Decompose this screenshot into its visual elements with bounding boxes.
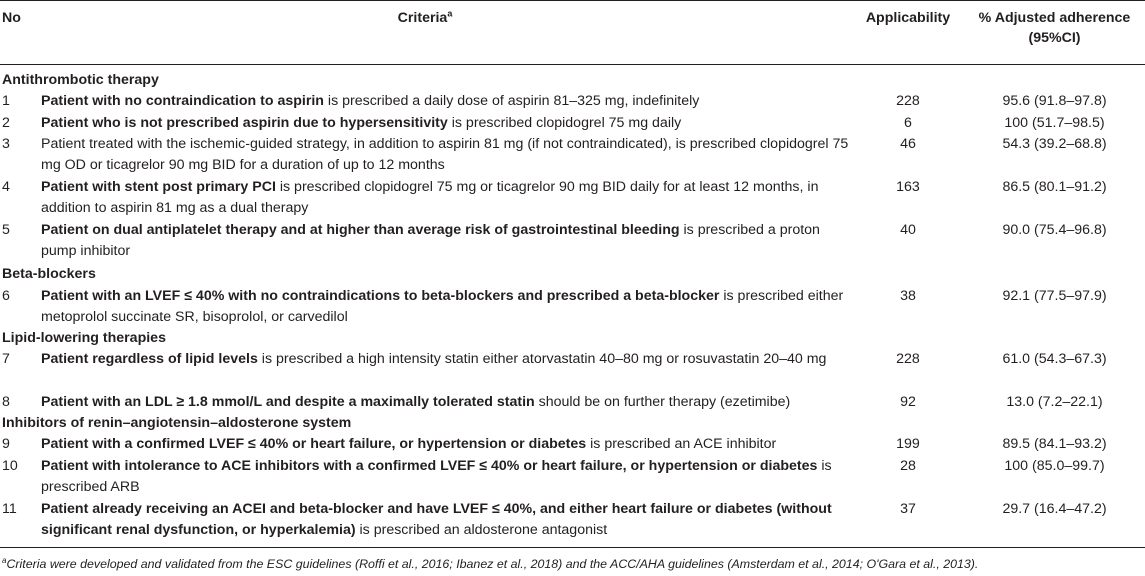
row-number: 8 (2, 394, 10, 410)
section-beta-blockers: Beta-blockers (2, 266, 96, 282)
criteria-text: is prescribed a high intensity statin either atorvastatin 40–80 mg or rosuvastatin 20–40 mg (257, 351, 827, 367)
row-applicability: 92 (900, 394, 916, 410)
row-number: 2 (2, 115, 10, 131)
criteria-bold: Patient already receiving an ACEI and beta-blocker and have LVEF ≤ 40%, and either heart failure or diabetes (without significant renal dysfunction, or hyperkalemia) (41, 501, 832, 538)
criteria-text: is prescribed a proton pump inhibitor (41, 222, 820, 259)
row-number: 5 (2, 222, 10, 238)
row-criteria (41, 392, 851, 413)
criteria-bold: Patient with an LDL ≥ 1.8 mmol/L and despite a maximally tolerated statin (41, 394, 535, 410)
criteria-text: is prescribed clopidogrel 75 mg or ticagrelor 90 mg BID daily for at least 12 months, in addition to aspirin 81 mg as a dual therapy (41, 179, 819, 216)
section-lipid-lowering: Lipid-lowering therapies (2, 330, 166, 346)
row-applicability: 163 (896, 179, 920, 195)
section-antithrombotic: Antithrombotic therapy (2, 72, 159, 88)
footnote-mark: a (2, 555, 7, 565)
header-rule (0, 64, 1145, 65)
row-number: 4 (2, 179, 10, 195)
criteria-bold: Patient regardless of lipid levels (41, 351, 258, 367)
header-adherence-line2: (95%CI) (1028, 30, 1081, 46)
top-rule (0, 0, 1145, 1)
criteria-bold: Patient on dual antiplatelet therapy and at higher than average risk of gastrointestinal bleeding (41, 222, 680, 238)
row-adherence: 95.6 (91.8–97.8) (1002, 93, 1107, 109)
criteria-text: is prescribed either metoprolol succinate SR, bisoprolol, or carvedilol (41, 288, 844, 325)
row-applicability: 28 (900, 458, 916, 474)
row-adherence: 13.0 (7.2–22.1) (1006, 394, 1103, 410)
row-applicability: 37 (900, 501, 916, 517)
row-criteria (41, 220, 851, 262)
row-adherence: 89.5 (84.1–93.2) (1002, 436, 1107, 452)
footnote-text: Criteria were developed and validated from the ESC guidelines (Roffi et al., 2016; Ibanez et al., 2018) and the ACC/AHA guidelines (Amsterdam et al., 2014; O'Gara et al., 2013). (6, 557, 979, 571)
row-number: 6 (2, 288, 10, 304)
row-criteria (41, 499, 851, 541)
row-criteria (41, 113, 851, 134)
criteria-text: should be on further therapy (ezetimibe) (534, 394, 791, 410)
bottom-rule (0, 547, 1145, 548)
row-applicability: 38 (900, 288, 916, 304)
criteria-bold: Patient with an LVEF ≤ 40% with no contraindications to beta-blockers and prescribed a beta-blocker (41, 288, 720, 304)
criteria-bold: Patient with stent post primary PCI (41, 179, 276, 195)
row-number: 3 (2, 136, 10, 152)
criteria-text: is prescribed an ACE inhibitor (586, 436, 777, 452)
criteria-text: is prescribed clopidogrel 75 mg daily (447, 115, 682, 131)
row-applicability: 46 (900, 136, 916, 152)
row-number: 10 (2, 458, 18, 474)
header-criteria (0, 8, 850, 28)
row-criteria (41, 286, 851, 328)
row-adherence: 29.7 (16.4–47.2) (1002, 501, 1107, 517)
table-footnote (2, 555, 978, 573)
row-number: 9 (2, 436, 10, 452)
row-adherence: 100 (51.7–98.5) (1004, 115, 1105, 131)
criteria-bold: Patient with a confirmed LVEF ≤ 40% or heart failure, or hypertension or diabetes (41, 436, 587, 452)
criteria-bold: Patient with intolerance to ACE inhibitors with a confirmed LVEF ≤ 40% or heart failure, or hypertension or diabetes (41, 458, 818, 474)
criteria-bold: Patient with no contraindication to aspirin (41, 93, 324, 109)
row-applicability: 6 (904, 115, 912, 131)
header-applicability: Applicability (865, 10, 951, 26)
row-criteria (41, 134, 851, 176)
header-adherence (964, 8, 1145, 48)
row-number: 7 (2, 351, 10, 367)
row-adherence: 86.5 (80.1–91.2) (1002, 179, 1107, 195)
row-adherence: 90.0 (75.4–96.8) (1002, 222, 1107, 238)
row-criteria (41, 434, 851, 455)
row-number: 1 (2, 93, 10, 109)
header-no: No (2, 10, 21, 26)
row-adherence: 61.0 (54.3–67.3) (1002, 351, 1107, 367)
criteria-text: is prescribed a daily dose of aspirin 81–325 mg, indefinitely (323, 93, 700, 109)
row-adherence: 100 (85.0–99.7) (1004, 458, 1105, 474)
section-raas-inhibitors: Inhibitors of renin–angiotensin–aldosterone system (2, 415, 352, 431)
row-criteria (41, 91, 851, 112)
criteria-text: Patient treated with the ischemic-guided strategy, in addition to aspirin 81 mg (if not contraindicated), is prescribed clopidogrel 75 mg OD or ticagrelor 90 mg BID for a duration of up to 12 months (41, 136, 849, 173)
row-applicability: 40 (900, 222, 916, 238)
header-criteria-label: Criteria (397, 10, 448, 26)
criteria-text: is prescribed ARB (41, 458, 832, 495)
header-criteria-footnote-mark: a (447, 8, 453, 19)
row-adherence: 54.3 (39.2–68.8) (1002, 136, 1107, 152)
row-applicability: 199 (896, 436, 920, 452)
criteria-bold: Patient who is not prescribed aspirin due to hypersensitivity (41, 115, 448, 131)
row-criteria (41, 456, 851, 498)
row-criteria (41, 177, 851, 219)
row-number: 11 (2, 501, 17, 517)
header-adherence-line1: % Adjusted adherence (978, 10, 1131, 26)
row-criteria (41, 349, 851, 370)
row-applicability: 228 (896, 351, 920, 367)
row-applicability: 228 (896, 93, 920, 109)
criteria-text: is prescribed an aldosterone antagonist (355, 522, 608, 538)
row-adherence: 92.1 (77.5–97.9) (1002, 288, 1107, 304)
